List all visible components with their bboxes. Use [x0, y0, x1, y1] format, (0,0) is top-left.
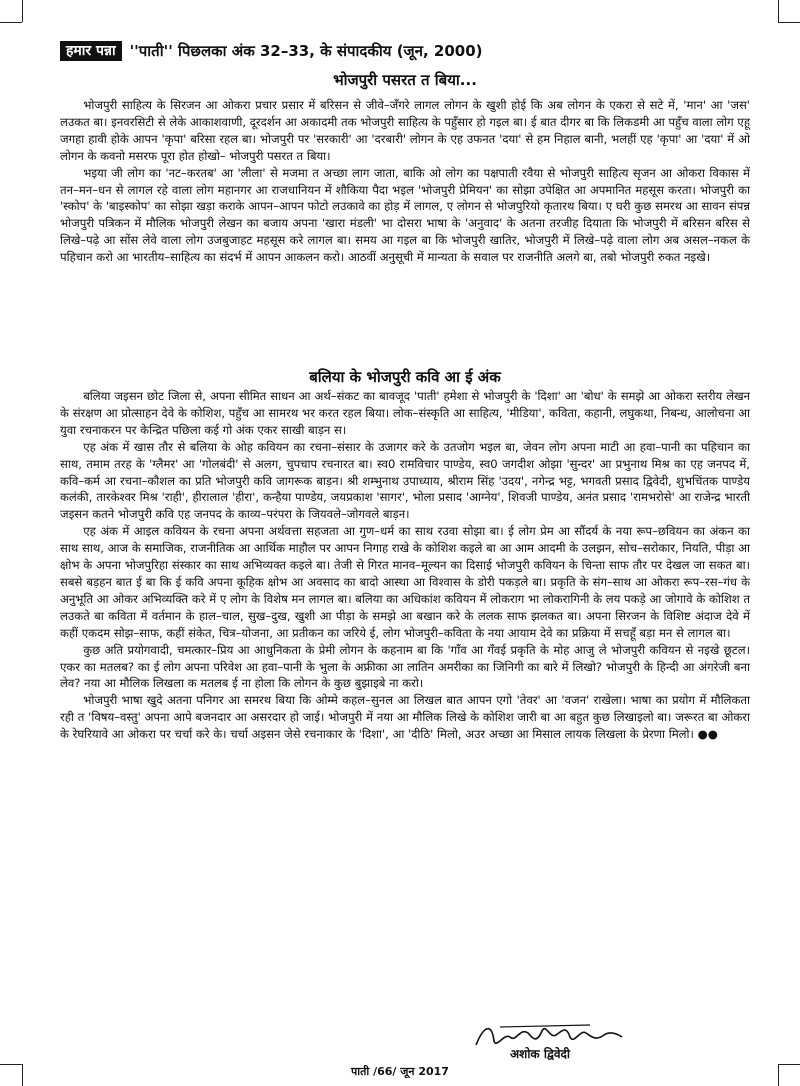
- section-heading-2: बलिया के भोजपुरी कवि आ ई अंक: [309, 368, 501, 386]
- paragraph: एह अंक में आइल कवियन के रचना अपना अर्थवत्ता सहजता आ गुण–धर्म का साथ रउवा सोझा बा। ई लोग प्रेम आ सौंदर्य के नया रूप–छवियन का अंकन का साथ साथ, आज के समाजिक, राजनीतिक आ आर्थिक माहौल पर आपन निगाह राखे के कोशिश कइले बा आ आम आदमी के उलझन, सोच–सरोकार, नियति, पीड़ा आ क्षोभ के अपना भोजपुरिहा संस्कार का साथ अभिव्यक्त कइले बा। तेजी से गिरत मानव–मूल्यन का दिसाई भोजपुरी कवियन के चिन्ता साफ तौर पर देखल जा सकत बा। सबसे बड़हन बात ई बा कि ई कवि अपना कूहिक क्षोभ आ अवसाद का बादो आस्था आ विश्वास के डोरी पकड़ले बा। प्रकृति के संग–साथ आ ओकरा रूप–रस–गंध के अनुभूति आ ओकर अभिव्यक्ति करे में ए लोग के विशेष मन लागल बा। बलिया का अधिकांश कवियन में लोकराग भा लोकरागिनी के लय पकड़े आ जोगावे के कोशिश त लउकते बा कविता में वर्तमान के हाल–चाल, सुख–दुख, खुशी आ पीड़ा के समझे आ बखान करे के ललक साफ झलकत बा। अपना सिरजन के विशिष्ट अंदाज देवे में कहीं एकदम सोझ–साफ, कहीं संकेत, चित्र–योजना, आ प्रतीकन का जरिये ई, लोग भोजपुरी–कविता के नया आयाम देवे का प्रक्रिया में सचहूँ बड़ा मन से लागल बा।: [60, 524, 750, 640]
- paragraph: भइया जी लोग का 'नट–करतब' आ 'लीला' से मजमा त अच्छा लाग जाता, बाकि ओ लोग का पक्षपाती रवैया से भोजपुरी साहित्य सृजन आ ओकरा विकास में तन–मन–धन से लागल रहे वाला लोग महानगर आ राजधानियन में शौकिया पैदा भइल 'भोजपुरी प्रेमियन' का सोझा उपेक्षित आ अपमानित महसूस करता। भोजपुरी का 'स्कोप' के 'बाइस्कोप' का सोझा खड़ा कराके आपन–आपन फोटो लउकावे का होड़ में लागल, ए लोगन से भोजपुरियो कृतारथ बिया। ए घरी कुछ समरथ आ सावन संपन्न भोजपुरी पत्रिकन में मौलिक भोजपुरी लेखन का बजाय अपना 'खारा मंडली' भा दोसरा भाषा के 'अनुवाद' के अतना तरजीह दियाता कि भोजपुरी में बरिसन बरिस से लिखे–पढ़े आ सोंस लेवे वाला लोग उजबुजाहट महसूस करे लागल बा। समय आ गइल बा कि भोजपुरी खातिर, भोजपुरी में लिखे–पढ़े वाला लोग अब असल–नकल के पहिचान करो आ भारतीय–साहित्य का संदर्भ में आपन आकलन करो। आठवीं अनुसूची में मान्यता के सवाल पर राजनीति अलगे बा, तबो भोजपुरी रुकत नइखे।: [60, 165, 750, 265]
- crop-mark-top-right: [778, 22, 800, 23]
- paragraph: एह अंक में खास तौर से बलिया के ओह कवियन का रचना–संसार के उजागर करे के उतजोग भइल बा, जेवन लोग अपना माटी आ हवा–पानी का पहिचान का साथ, तमाम तरह के 'ग्लैमर' आ 'गोलबंदी' से अलग, चुपचाप रचनारत बा। स्व0 रामविचार पाण्डेय, स्व0 जगदीश ओझा 'सुन्दर' आ प्रभुनाथ मिश्र का एह जनपद में, कवि–कर्म आ रचना–कौशल का प्रति भोजपुरी कवि जागरूक बाड़न। श्री शम्भुनाथ उपाध्याय, श्रीराम सिंह 'उदय', नगेन्द्र भट्ट, भगवती प्रसाद द्विवेदी, शुभचिंतक पाण्डेय कलंकी, तारकेश्वर मिश्र 'राही', हीरालाल 'हीरा', कन्हैया पाण्डेय, जयप्रकाश 'सागर', भोला प्रसाद 'आग्नेय', शिवजी पाण्डेय, अनंत प्रसाद 'रामभरोसे' आ राजेन्द्र भारती जइसन कतने भोजपुरी कवि एह जनपद के काव्य–परंपरा के जियवले–जोगवले बाड़न।: [60, 439, 750, 522]
- section-2-body: [60, 388, 750, 743]
- crop-mark-top-right: [778, 0, 779, 22]
- paragraph: बलिया जइसन छोट जिला से, अपना सीमित साधन आ अर्थ–संकट का बावजूद 'पाती' हमेशा से भोजपुरी के 'दिशा' आ 'बोध' के समझे आ ओकरा स्तरीय लेखन के संरक्षण आ प्रोत्साहन देवे के कोशिश, पहुँच आ सामरथ भर करत रहल बिया। लोक–संस्कृति आ साहित्य, 'मीडिया', कविता, कहानी, लघुकथा, निबन्ध, आलोचना आ युवा रचनाकरन पर केन्द्रित पछिला कई गो अंक एकर साखी बाड़न स।: [60, 389, 750, 437]
- crop-mark-top-left: [22, 0, 23, 22]
- page-header: [60, 40, 750, 62]
- paragraph: भोजपुरी साहित्य के सिरजन आ ओकरा प्रचार प्रसार में बरिसन से जीवे–जँगरे लागल लोगन के खुशी होई कि अब लोगन के एकरा से सटे में, 'मान' आ 'जस' लउकत बा। इनवरसिटी से लेके आकाशवाणी, दूरदर्शन आ अकादमी तक भोजपुरी साहित्य के पहुँसार हो गइल बा। ई बात दीगर बा कि लिकडमी आ पहुँच वाला लोग एहू जगहा हावी होके आपन 'कृपा' बरिसा रहल बा। भोजपुरी पर 'सरकारी' आ 'दरबारी' लोगन के एह उफनत 'दया' से हम निहाल बानी, भलहीं एह 'कृपा' आ 'दया' में ओ लोगन के कवनो मसरफ पूरा होत होखो– भोजपुरी पसरत त बिया।: [60, 98, 750, 163]
- header-title: ''पाती'' पिछलका अंक 32–33, के संपादकीय (जून, 2000): [129, 42, 483, 60]
- section-1-body: [60, 97, 750, 266]
- section-tag: हमार पन्ना: [60, 41, 122, 61]
- paragraph-last: [60, 692, 750, 743]
- page-footer: पाती /66/ जून 2017: [351, 1065, 449, 1078]
- paragraph: कुछ अति प्रयोगवादी, चमत्कार–प्रिय आ आधुनिकता के प्रेमी लोगन के कहनाम बा कि 'गाँव आ गँवई प्रकृति के मोह आजु ले भोजपुरी कवियन से नइखे छूटल। एकर का मतलब? का ई लोग अपना परिवेश आ हवा–पानी के भुला के अफ्रीका आ लातिन अमरीका का जिनिगी का बारे में लिखो? भोजपुरी के हिन्दी आ अंगरेजी बना लेव? नया आ मौलिक लिखला क मतलब ई ना होला कि लोगन के कुछ बुझाइबे ना करो।: [60, 642, 750, 691]
- section-heading-1: भोजपुरी पसरत त बिया...: [333, 71, 477, 89]
- end-mark: ●●: [697, 727, 718, 742]
- signature-name: अशोक द्विवेदी: [510, 1047, 570, 1061]
- paragraph-last-text: भोजपुरी भाषा खुदे अतना पनिगर आ समरथ बिया कि ओम्मे कहल–सुनल आ लिखल बात आपन एगो 'तेवर' आ 'वजन' राखेला। भाषा का प्रयोग में मौलिकता रही त 'विषय–वस्तु' अपना आपे बजनदार आ असरदार हो जाई। भोजपुरी में नया आ मौलिक लिखे के कोशिश जारी बा आ बहुत कुछ लिखाइलो बा। जरूरत बा ओकरा के रेघरियावे आ ओकरा पर चर्चा करे के। चर्चा अइसन जेसे रचनाकार के 'दिशा', आ 'दीठि' मिलो, अउर अच्छा आ मिसाल लायक लिखला के प्रेरणा मिलो।: [60, 693, 750, 742]
- crop-mark-top-left: [0, 22, 22, 23]
